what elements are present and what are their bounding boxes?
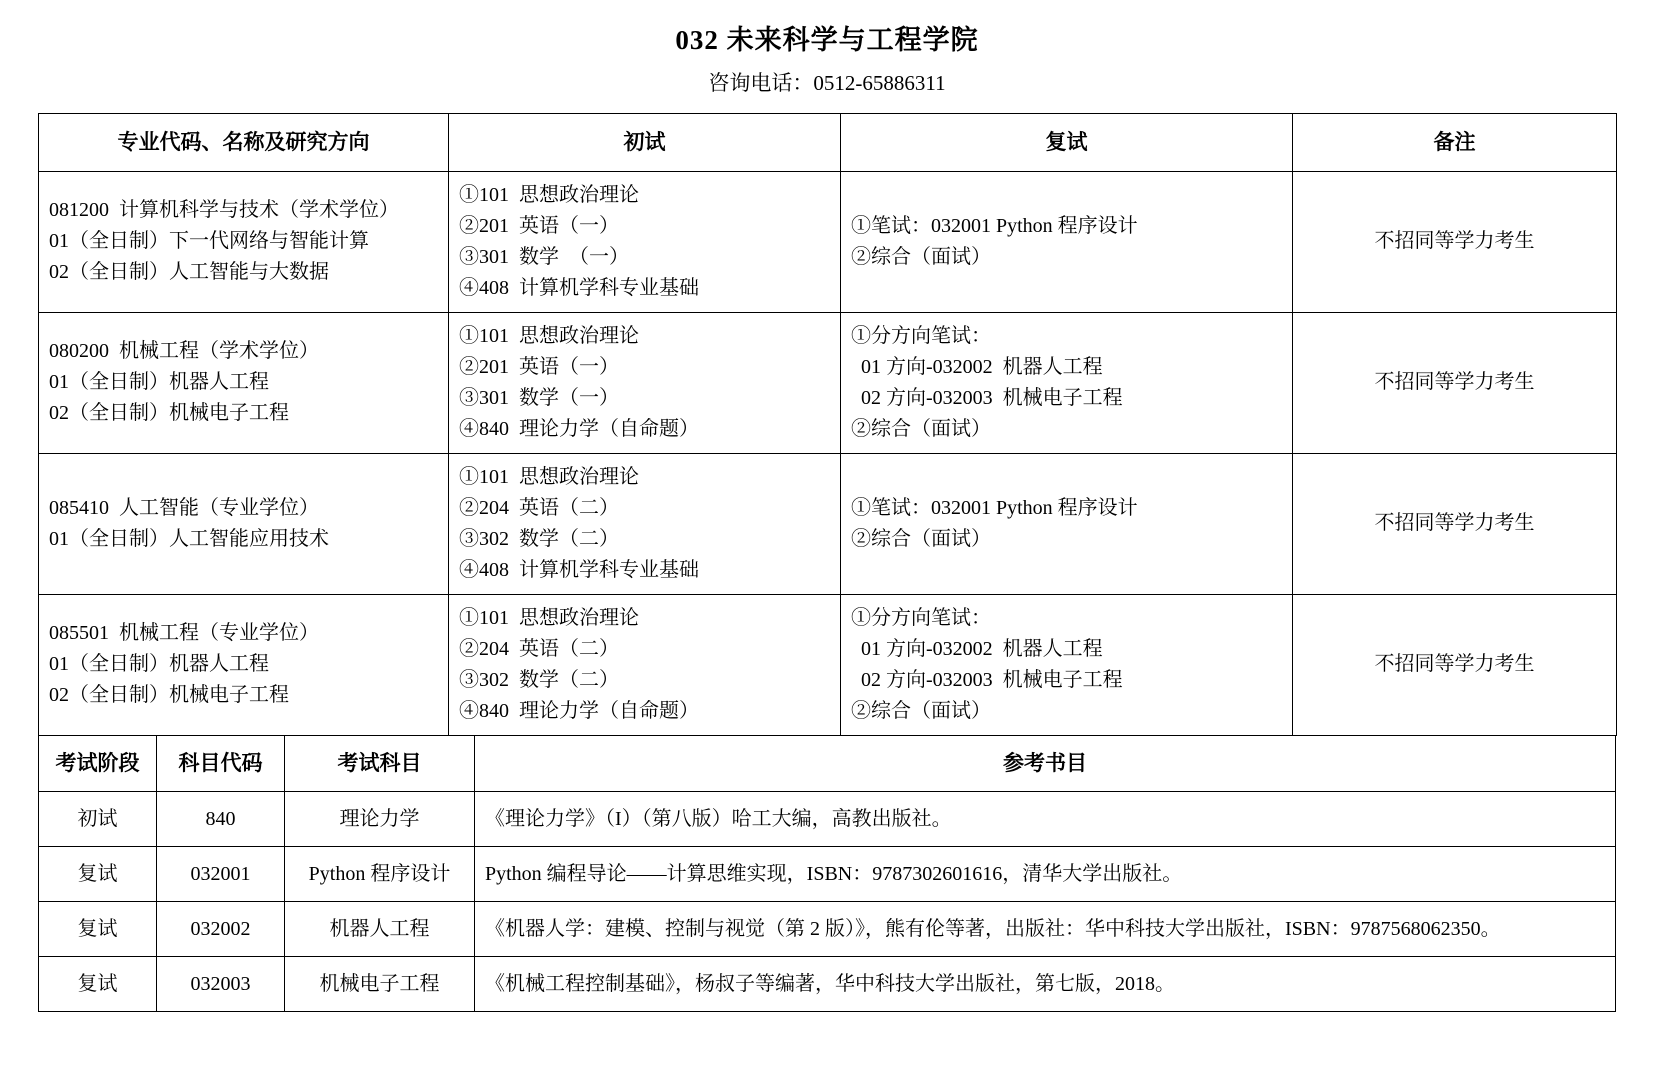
column-header-subject-code: 科目代码 <box>157 735 285 792</box>
book-row <box>39 847 1616 902</box>
cell-subject-code: 032003 <box>157 957 285 1012</box>
first-exam-text-line: ②204 英语（二） <box>459 637 619 660</box>
programs-table <box>38 113 1617 736</box>
first-exam-text <box>459 180 830 304</box>
cell-stage: 复试 <box>39 902 157 957</box>
second-exam-text-line: ②综合（面试） <box>851 417 991 440</box>
second-exam-text <box>851 603 1282 727</box>
major-text <box>49 618 438 711</box>
major-text-line: 02（全日制）机械电子工程 <box>49 402 289 425</box>
table-row <box>39 594 1617 735</box>
second-exam-text-line: ①笔试：032001 Python 程序设计 <box>851 496 1138 519</box>
first-exam-text <box>459 462 830 586</box>
column-header-first-exam: 初试 <box>449 114 841 172</box>
first-exam-text-line: ①101 思想政治理论 <box>459 183 639 206</box>
second-exam-text-line: 02 方向-032003 机械电子工程 <box>851 668 1123 691</box>
first-exam-text-line: ③301 数学 （一） <box>459 245 629 268</box>
cell-reference: Python 编程导论——计算思维实现，ISBN：9787302601616，清华大学出版社。 <box>475 847 1616 902</box>
first-exam-text-line: ①101 思想政治理论 <box>459 465 639 488</box>
second-exam-text-line: 01 方向-032002 机器人工程 <box>851 355 1103 378</box>
major-text-line: 080200 机械工程（学术学位） <box>49 340 319 363</box>
cell-subject: 机械电子工程 <box>285 957 475 1012</box>
first-exam-text-line: ③301 数学（一） <box>459 386 619 409</box>
column-header-remark: 备注 <box>1293 114 1617 172</box>
cell-major <box>39 453 449 594</box>
table-row <box>39 171 1617 312</box>
first-exam-text-line: ③302 数学（二） <box>459 668 619 691</box>
cell-second-exam <box>841 312 1293 453</box>
first-exam-text-line: ④840 理论力学（自命题） <box>459 417 699 440</box>
page-title: 032 未来科学与工程学院 <box>675 25 979 55</box>
second-exam-text-line: ②综合（面试） <box>851 245 991 268</box>
first-exam-text-line: ①101 思想政治理论 <box>459 324 639 347</box>
second-exam-text <box>851 211 1282 273</box>
cell-second-exam <box>841 453 1293 594</box>
second-exam-text-line: ①分方向笔试： <box>851 324 991 347</box>
major-text-line: 01（全日制）人工智能应用技术 <box>49 527 329 550</box>
cell-subject: Python 程序设计 <box>285 847 475 902</box>
major-text <box>49 336 438 429</box>
second-exam-text-line: ①笔试：032001 Python 程序设计 <box>851 214 1138 237</box>
book-row <box>39 792 1616 847</box>
cell-second-exam <box>841 171 1293 312</box>
reference-books-table <box>38 735 1616 1013</box>
cell-second-exam <box>841 594 1293 735</box>
book-header-row <box>39 735 1616 792</box>
column-header-subject: 考试科目 <box>285 735 475 792</box>
major-text-line: 01（全日制）下一代网络与智能计算 <box>49 230 369 253</box>
major-text-line: 085501 机械工程（专业学位） <box>49 622 319 645</box>
first-exam-text-line: ④408 计算机学科专业基础 <box>459 276 699 299</box>
second-exam-text <box>851 493 1282 555</box>
second-exam-text-line: 01 方向-032002 机器人工程 <box>851 637 1103 660</box>
cell-first-exam <box>449 171 841 312</box>
major-text-line: 01（全日制）机器人工程 <box>49 653 269 676</box>
cell-major <box>39 594 449 735</box>
first-exam-text-line: ③302 数学（二） <box>459 527 619 550</box>
cell-reference: 《机器人学：建模、控制与视觉（第 2 版）》，熊有伦等著，出版社：华中科技大学出版社，ISBN：9787568062350。 <box>475 902 1616 957</box>
major-text-line: 02（全日制）人工智能与大数据 <box>49 261 329 284</box>
second-exam-text-line: ②综合（面试） <box>851 527 991 550</box>
cell-remark: 不招同等学力考生 <box>1293 453 1617 594</box>
first-exam-text <box>459 603 830 727</box>
column-header-stage: 考试阶段 <box>39 735 157 792</box>
book-row <box>39 957 1616 1012</box>
major-text-line: 01（全日制）机器人工程 <box>49 371 269 394</box>
first-exam-text <box>459 321 830 445</box>
book-row <box>39 902 1616 957</box>
cell-subject-code: 032001 <box>157 847 285 902</box>
cell-reference: 《理论力学》（I）（第八版）哈工大编，高教出版社。 <box>475 792 1616 847</box>
major-text <box>49 493 438 555</box>
major-text-line: 02（全日制）机械电子工程 <box>49 684 289 707</box>
major-text-line: 085410 人工智能（专业学位） <box>49 496 319 519</box>
cell-first-exam <box>449 594 841 735</box>
first-exam-text-line: ②201 英语（一） <box>459 355 619 378</box>
first-exam-text-line: ①101 思想政治理论 <box>459 606 639 629</box>
major-text-line: 081200 计算机科学与技术（学术学位） <box>49 199 399 222</box>
first-exam-text-line: ②201 英语（一） <box>459 214 619 237</box>
cell-subject-code: 032002 <box>157 902 285 957</box>
second-exam-text-line: 02 方向-032003 机械电子工程 <box>851 386 1123 409</box>
table-header-row <box>39 114 1617 172</box>
contact-phone: 咨询电话：0512-65886311 <box>708 71 946 95</box>
cell-remark: 不招同等学力考生 <box>1293 171 1617 312</box>
cell-subject-code: 840 <box>157 792 285 847</box>
column-header-major: 专业代码、名称及研究方向 <box>39 114 449 172</box>
cell-stage: 复试 <box>39 847 157 902</box>
cell-stage: 初试 <box>39 792 157 847</box>
major-text <box>49 195 438 288</box>
table-row <box>39 453 1617 594</box>
cell-major <box>39 312 449 453</box>
cell-stage: 复试 <box>39 957 157 1012</box>
column-header-second-exam: 复试 <box>841 114 1293 172</box>
cell-major <box>39 171 449 312</box>
cell-first-exam <box>449 312 841 453</box>
table-row <box>39 312 1617 453</box>
second-exam-text <box>851 321 1282 445</box>
second-exam-text-line: ②综合（面试） <box>851 699 991 722</box>
first-exam-text-line: ②204 英语（二） <box>459 496 619 519</box>
cell-subject: 机器人工程 <box>285 902 475 957</box>
cell-subject: 理论力学 <box>285 792 475 847</box>
second-exam-text-line: ①分方向笔试： <box>851 606 991 629</box>
cell-first-exam <box>449 453 841 594</box>
cell-remark: 不招同等学力考生 <box>1293 312 1617 453</box>
first-exam-text-line: ④408 计算机学科专业基础 <box>459 558 699 581</box>
column-header-reference: 参考书目 <box>475 735 1616 792</box>
cell-reference: 《机械工程控制基础》，杨叔子等编著，华中科技大学出版社，第七版，2018。 <box>475 957 1616 1012</box>
cell-remark: 不招同等学力考生 <box>1293 594 1617 735</box>
first-exam-text-line: ④840 理论力学（自命题） <box>459 699 699 722</box>
